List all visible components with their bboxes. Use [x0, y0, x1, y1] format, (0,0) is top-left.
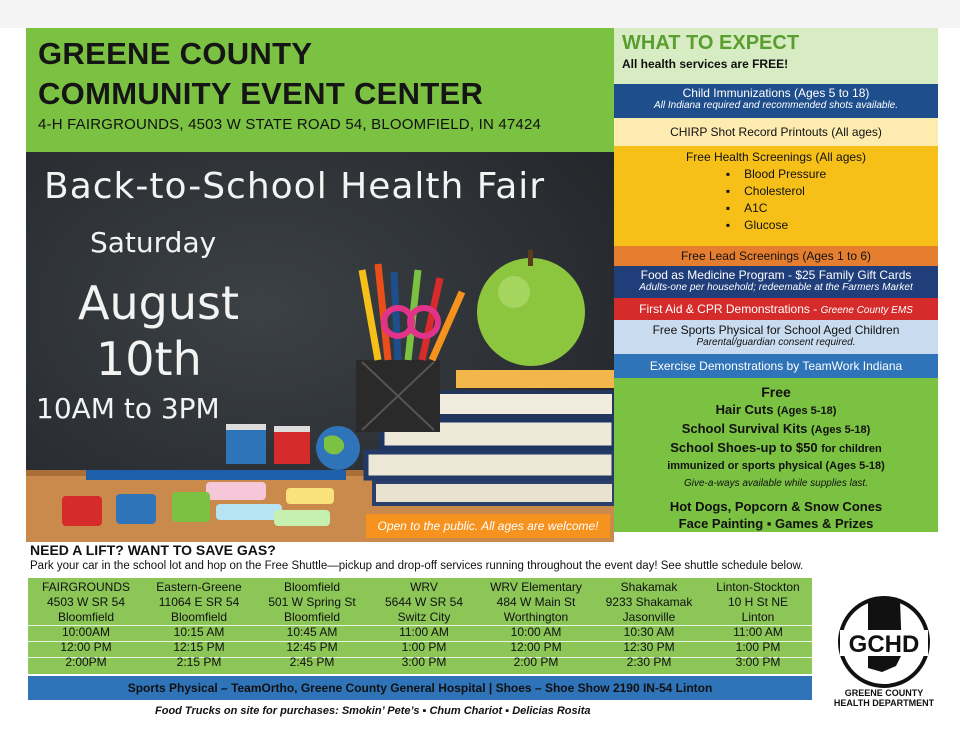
pickup-time: 11:00 AM: [733, 625, 783, 639]
pickup-time: 10:00AM: [61, 625, 111, 639]
chirp-block: CHIRP Shot Record Printouts (All ages): [614, 118, 938, 146]
pickup-time: 2:30 PM: [626, 655, 672, 669]
pickup-time: 12:45 PM: [286, 640, 338, 654]
screenings-list: [726, 166, 826, 234]
stop-name: WRV Elementary: [490, 580, 582, 594]
food-fun-line1: Hot Dogs, Popcorn & Snow Cones: [669, 499, 883, 514]
food-medicine-note: Adults-one per household; redeemable at the Farmers Market: [639, 282, 913, 293]
event-date: 10th: [96, 332, 202, 386]
top-margin: [0, 0, 960, 28]
venue-header: [26, 28, 614, 152]
shuttle-schedule-table: [28, 578, 812, 674]
stop-town: Switz City: [397, 610, 451, 624]
haircuts-label: Hair Cuts: [715, 402, 774, 417]
pickup-time: 10:15 AM: [173, 625, 225, 639]
lead-screening-block: Free Lead Screenings (Ages 1 to 6): [614, 246, 938, 266]
pickup-time: 10:45 AM: [286, 625, 338, 639]
stop-street: 484 W Main St: [496, 595, 576, 609]
shuttle-heading: NEED A LIFT? WANT TO SAVE GAS?: [30, 542, 276, 558]
stop-name: WRV: [410, 580, 438, 594]
haircuts-ages: (Ages 5-18): [777, 405, 837, 417]
pickup-time: 12:00 PM: [60, 640, 112, 654]
stop-street: 11064 E SR 54: [158, 595, 240, 609]
food-fun-line2: Face Painting ▪ Games & Prizes: [678, 516, 874, 531]
schedule-column: [28, 578, 144, 670]
pickup-time: 10:30 AM: [623, 625, 675, 639]
schedule-column: [370, 578, 478, 670]
stop-street: 501 W Spring St: [268, 595, 356, 609]
sports-physical-block: [614, 320, 938, 354]
indiana-state-icon: [838, 596, 930, 688]
pickup-time: 11:00 AM: [399, 625, 449, 639]
schedule-column: [478, 578, 594, 670]
screenings-title: Free Health Screenings (All ages): [685, 150, 867, 164]
stop-town: Bloomfield: [170, 610, 228, 624]
chalkboard-image: [26, 152, 614, 542]
sports-physical-title: Free Sports Physical for School Aged Children: [652, 323, 900, 337]
stop-town: Worthington: [503, 610, 569, 624]
expect-heading: WHAT TO EXPECT: [622, 32, 800, 54]
sports-physical-note: Parental/guardian consent required.: [696, 337, 856, 348]
stop-name: FAIRGROUNDS: [41, 580, 130, 594]
shoes-label: School Shoes-up to $50: [670, 440, 818, 455]
stop-street: 10 H St NE: [727, 595, 789, 609]
first-aid-provider: Greene County EMS: [820, 305, 913, 316]
free-heading: Free: [761, 384, 791, 400]
pickup-time: 1:00 PM: [735, 640, 781, 654]
shoes-tail: for children: [821, 443, 882, 455]
immunizations-title: Child Immunizations (Ages 5 to 18): [682, 86, 870, 100]
gchd-logo: [826, 596, 942, 726]
stop-street: 4503 W SR 54: [46, 595, 126, 609]
schedule-column: [144, 578, 254, 670]
screenings-block: [614, 146, 938, 246]
stop-name: Eastern-Greene: [156, 580, 242, 594]
pickup-time: 10:00 AM: [510, 625, 562, 639]
event-time: 10AM to 3PM: [36, 392, 220, 425]
stop-street: 9233 Shakamak: [605, 595, 693, 609]
stop-town: Jasonville: [622, 610, 676, 624]
event-title: Back-to-School Health Fair: [44, 166, 546, 207]
expect-subheading: All health services are FREE!: [622, 57, 789, 71]
stop-name: Shakamak: [620, 580, 678, 594]
sponsors-bar: Sports Physical – TeamOrtho, Greene County General Hospital | Shoes – Shoe Show 2190 IN-54 Linton: [28, 676, 812, 700]
logo-caption-line1: GREENE COUNTY: [844, 688, 924, 698]
pickup-time: 2:00 PM: [513, 655, 559, 669]
first-aid-block: [614, 298, 938, 320]
pickup-time: 2:15 PM: [176, 655, 222, 669]
pickup-time: 12:15 PM: [173, 640, 225, 654]
stop-town: Bloomfield: [57, 610, 115, 624]
pickup-time: 12:00 PM: [510, 640, 562, 654]
event-day: Saturday: [90, 226, 217, 259]
list-item: ▪ Blood Pressure: [726, 166, 826, 183]
what-to-expect-panel: [614, 28, 938, 532]
food-trucks-note: Food Trucks on site for purchases: Smokin’ Pete’s ▪ Chum Chariot ▪ Delicias Rosita: [155, 705, 591, 717]
list-item: ▪ Glucose: [726, 217, 826, 234]
stop-street: 5644 W SR 54: [384, 595, 464, 609]
pickup-time: 2:00PM: [65, 655, 107, 669]
stop-name: Linton-Stockton: [716, 580, 800, 594]
pickup-time: 12:30 PM: [623, 640, 675, 654]
exercise-block: Exercise Demonstrations by TeamWork Indiana: [614, 354, 938, 378]
shuttle-description: Park your car in the school lot and hop on the Free Shuttle—pickup and drop-off services running throughout the event day! See shuttle schedule below.: [30, 560, 804, 572]
logo-caption-line2: HEALTH DEPARTMENT: [833, 698, 935, 708]
expect-header: [614, 28, 938, 84]
venue-name-line1: GREENE COUNTY: [38, 36, 313, 71]
food-medicine-title: Food as Medicine Program - $25 Family Gift Cards: [640, 268, 912, 282]
kits-label: School Survival Kits: [681, 421, 808, 436]
shoes-eligibility: immunized or sports physical (Ages 5-18): [667, 460, 885, 472]
giveaways-note: Give-a-ways available while supplies last.: [684, 478, 868, 489]
food-medicine-block: [614, 266, 938, 298]
first-aid-title: First Aid & CPR Demonstrations -: [639, 302, 821, 316]
stop-town: Bloomfield: [283, 610, 341, 624]
pickup-time: 1:00 PM: [401, 640, 447, 654]
list-item: ▪ Cholesterol: [726, 183, 826, 200]
immunizations-note: All Indiana required and recommended shots available.: [653, 100, 899, 111]
logo-text: GCHD: [848, 631, 920, 658]
schedule-column: [704, 578, 812, 670]
pickup-time: 3:00 PM: [401, 655, 447, 669]
schedule-column: [254, 578, 370, 670]
immunizations-block: [614, 84, 938, 118]
free-items-block: [614, 378, 938, 532]
pickup-time: 3:00 PM: [735, 655, 781, 669]
list-item: ▪ A1C: [726, 200, 826, 217]
schedule-column: [594, 578, 704, 670]
pickup-time: 2:45 PM: [289, 655, 335, 669]
stop-name: Bloomfield: [283, 580, 341, 594]
stop-town: Linton: [741, 610, 775, 624]
venue-name-line2: COMMUNITY EVENT CENTER: [38, 76, 484, 111]
venue-address: 4-H FAIRGROUNDS, 4503 W STATE ROAD 54, BLOOMFIELD, IN 47424: [38, 116, 542, 133]
open-to-public-tag: Open to the public. All ages are welcome!: [366, 514, 610, 538]
kits-ages: (Ages 5-18): [811, 424, 871, 436]
event-month: August: [78, 276, 239, 330]
